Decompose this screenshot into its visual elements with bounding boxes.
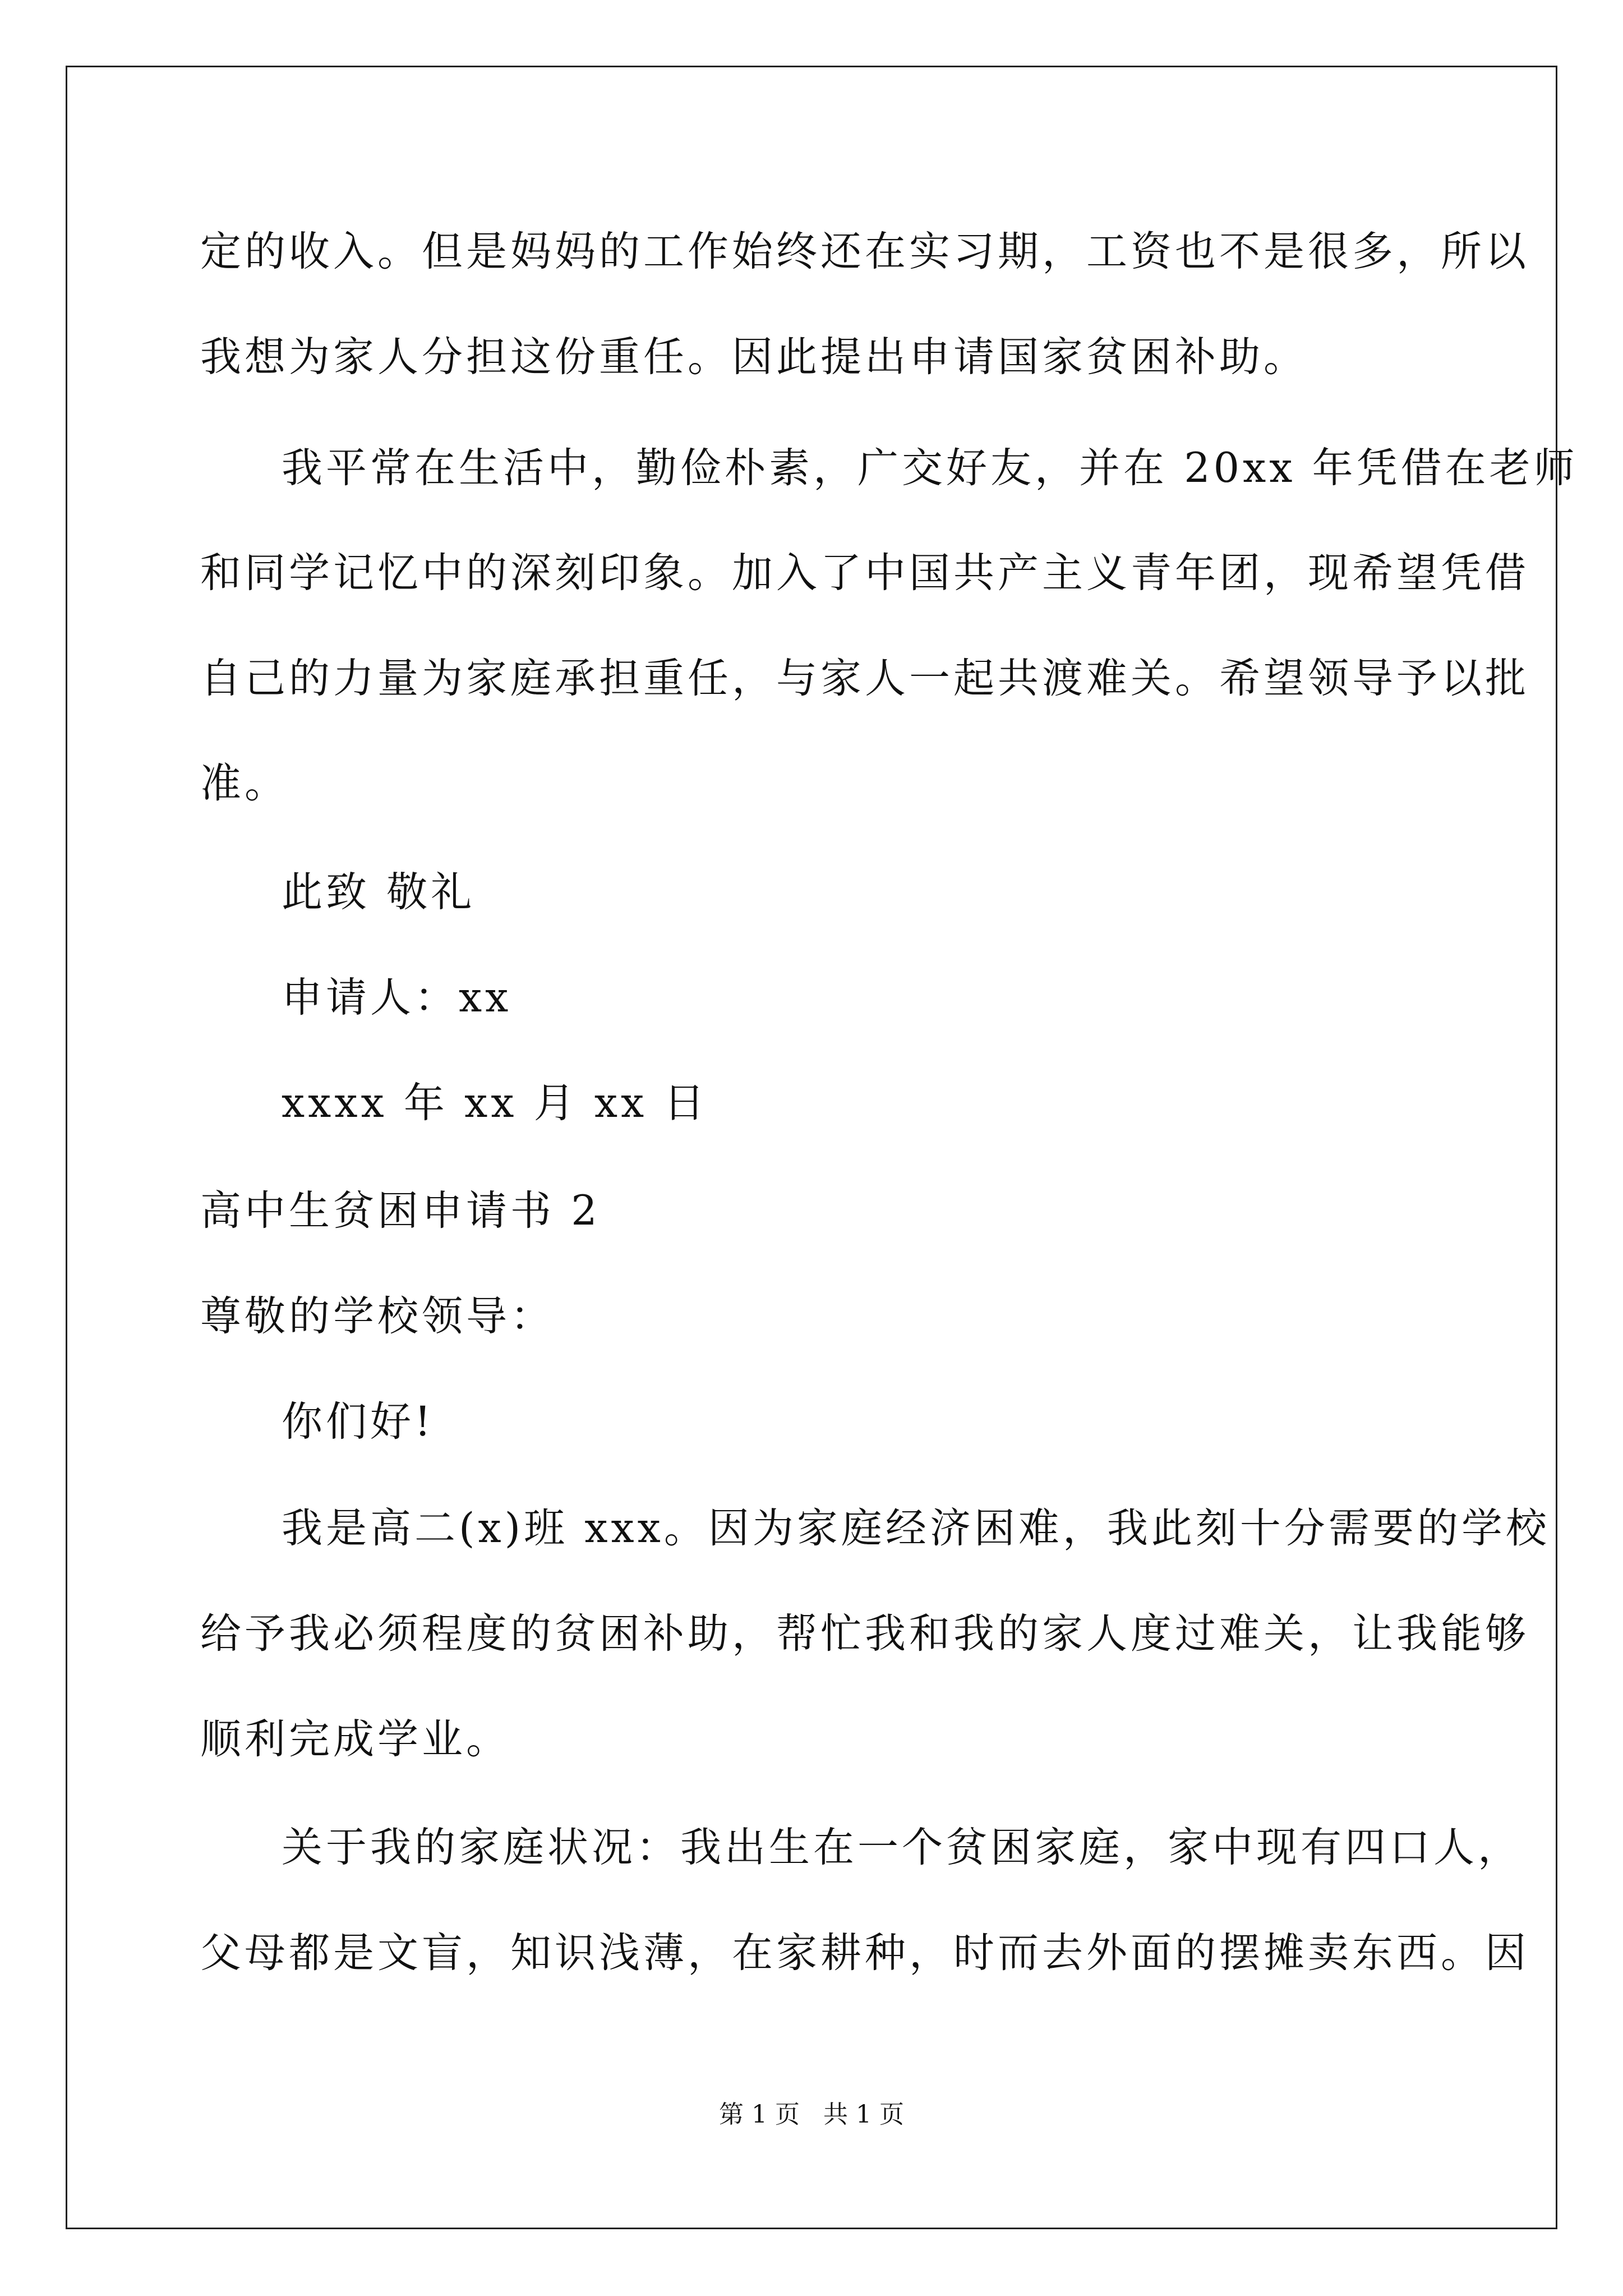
paragraph-line: 父母都是文盲，知识浅薄，在家耕种，时而去外面的摆摊卖东西。因	[200, 1929, 1529, 1977]
closing-salutation: 此致 敬礼	[282, 868, 476, 916]
paragraph-line: 定的收入。但是妈妈的工作始终还在实习期，工资也不是很多，所以	[200, 228, 1529, 275]
section-title: 高中生贫困申请书 2	[200, 1187, 601, 1235]
paragraph-line: 准。	[200, 760, 289, 807]
page-border	[66, 66, 1557, 2229]
paragraph-line: 顺利完成学业。	[200, 1715, 510, 1763]
paragraph-line: 给予我必须程度的贫困补助，帮忙我和我的家人度过难关，让我能够	[200, 1610, 1529, 1658]
paragraph-line: 和同学记忆中的深刻印象。加入了中国共产主义青年团，现希望凭借	[200, 549, 1529, 597]
date-line: xxxx 年 xx 月 xx 日	[282, 1079, 708, 1127]
paragraph-line: 我想为家人分担这份重任。因此提出申请国家贫困补助。	[200, 333, 1308, 381]
greeting-line: 你们好!	[282, 1398, 435, 1446]
paragraph-line: 自己的力量为家庭承担重任，与家人一起共渡难关。希望领导予以批	[200, 655, 1529, 702]
applicant-line: 申请人：xx	[282, 974, 512, 1022]
page-number: 第 1 页 共 1 页	[719, 2100, 904, 2129]
paragraph-line: 关于我的家庭状况：我出生在一个贫困家庭，家中现有四口人，	[282, 1824, 1522, 1871]
paragraph-line: 我平常在生活中，勤俭朴素，广交好友，并在 20xx 年凭借在老师	[282, 444, 1578, 492]
greeting-line: 尊敬的学校领导：	[200, 1292, 555, 1340]
paragraph-line: 我是高二(x)班 xxx。因为家庭经济困难，我此刻十分需要的学校	[282, 1504, 1550, 1552]
